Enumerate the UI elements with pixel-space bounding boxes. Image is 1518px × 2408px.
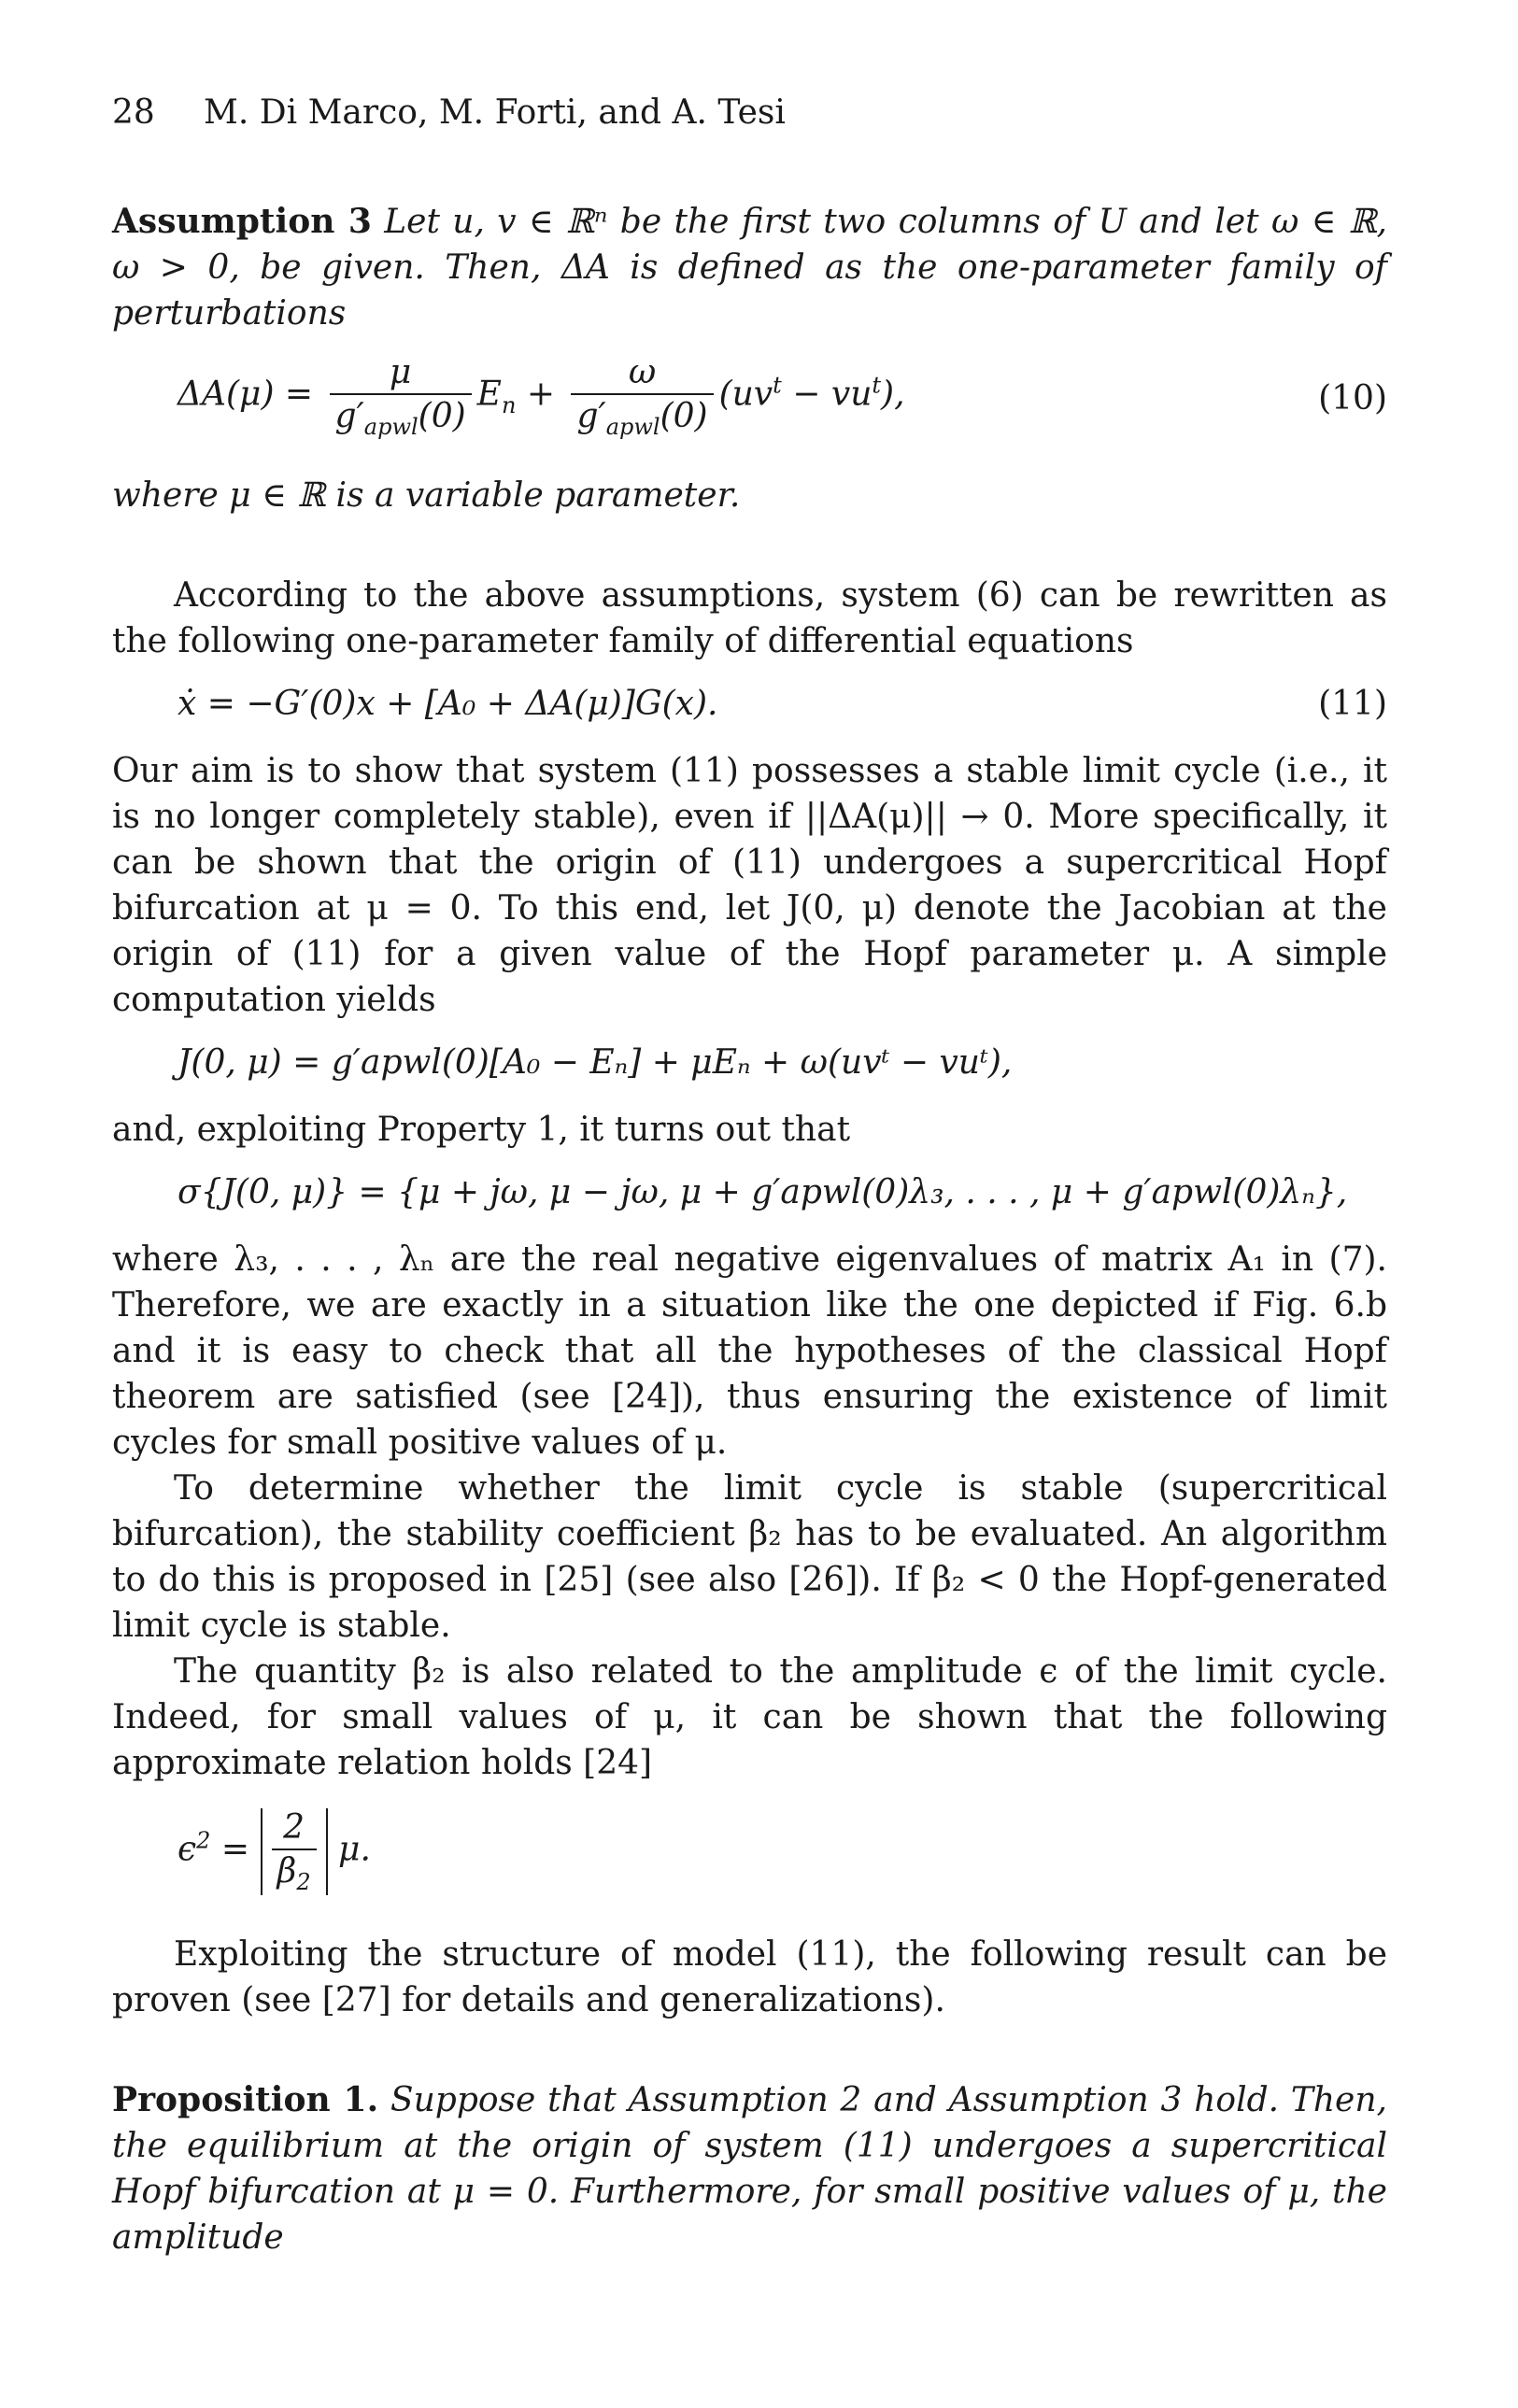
equation-spectrum <box>112 1162 1387 1227</box>
page <box>112 93 1387 2260</box>
paragraph-5: To determine whether the limit cycle is stable (supercritical bifurcation), the stability coefficient β₂ has to be evaluated. An algorithm to do this is proposed in [25] (see also [26]). If β₂ < 0 the Hopf-generated limit cycle is stable. <box>112 1469 1387 1645</box>
equation-10-number: (10) <box>1318 379 1387 418</box>
equation-amplitude-body: $\epsilon^2$ = $\frac{2}{\beta_2}$ μ. <box>177 1808 371 1896</box>
paragraph-4: where λ₃, . . . , λₙ are the real negative eigenvalues of matrix A₁ in (7). Therefore, we are exactly in a situation like the one depicted if Fig. 6.b and it is easy to check that all the hypotheses of the classical Hopf theorem are satisfied (see [24]), thus ensuring the existence of limit cycles for small positive values of μ. <box>112 1240 1387 1462</box>
assumption-after: where μ ∈ ℝ is a variable parameter. <box>112 476 741 515</box>
equation-11-number: (11) <box>1318 685 1387 723</box>
equation-spectrum-body: σ{J(0, μ)} = {μ + jω, μ − jω, μ + g′apwl(0)λ₃, . . . , μ + g′apwl(0)λₙ}, <box>177 1173 1348 1211</box>
assumption-text: Let u, v ∈ ℝⁿ be the first two columns of U and let ω ∈ ℝ, ω > 0, be given. Then, ΔA is defined as the one-parameter family of perturbations <box>112 203 1387 333</box>
equation-11 <box>112 673 1387 739</box>
authors: M. Di Marco, M. Forti, and A. Tesi <box>204 93 786 132</box>
paragraph-2: Our aim is to show that system (11) possesses a stable limit cycle (i.e., it is no longer completely stable), even if ||ΔA(μ)|| → 0. More specifically, it can be shown that the origin of (11) undergoes a supercritical Hopf bifurcation at μ = 0. To this end, let J(0, μ) denote the Jacobian at the origin of (11) for a given value of the Hopf parameter μ. A simple computation yields <box>112 752 1387 1019</box>
equation-10-body: ΔA(μ) = $\frac{\mu}{g'_{apwl}(0)}$ $E_n$ + $\frac{\omega}{g'_{apwl}(0)}$ $(uv^t - vu^t)$, <box>177 353 905 441</box>
page-number: 28 <box>112 93 155 132</box>
equation-10 <box>112 353 1387 456</box>
proposition-text: Suppose that Assumption 2 and Assumption 3 hold. Then, the equilibrium at the origin of system (11) undergoes a supercritical Hopf bifurcation at μ = 0. Furthermore, for small positive values of μ, the amplitude <box>112 2081 1387 2257</box>
proposition-1 <box>112 2077 1387 2260</box>
paragraph-1: According to the above assumptions, system (6) can be rewritten as the following one-parameter family of differential equations <box>112 576 1387 660</box>
proposition-label: Proposition 1. <box>112 2080 379 2119</box>
paragraph-3: and, exploiting Property 1, it turns out that <box>112 1111 851 1149</box>
running-header <box>112 93 1387 132</box>
assumption-label: Assumption 3 <box>112 202 372 241</box>
assumption-3 <box>112 199 1387 336</box>
equation-jacobian-body: J(0, μ) = g′apwl(0)[A₀ − Eₙ] + μEₙ + ω(uvᵗ − vuᵗ), <box>177 1043 1013 1082</box>
paragraph-6: The quantity β₂ is also related to the amplitude ϵ of the limit cycle. Indeed, for small values of μ, it can be shown that the following approximate relation holds [24] <box>112 1652 1387 1782</box>
paragraph-7: Exploiting the structure of model (11), the following result can be proven (see [27] for details and generalizations). <box>112 1935 1387 2019</box>
equation-11-body: ẋ = −G′(0)x + [A₀ + ΔA(μ)]G(x). <box>177 685 718 723</box>
equation-amplitude <box>112 1803 1387 1915</box>
equation-jacobian <box>112 1032 1387 1098</box>
